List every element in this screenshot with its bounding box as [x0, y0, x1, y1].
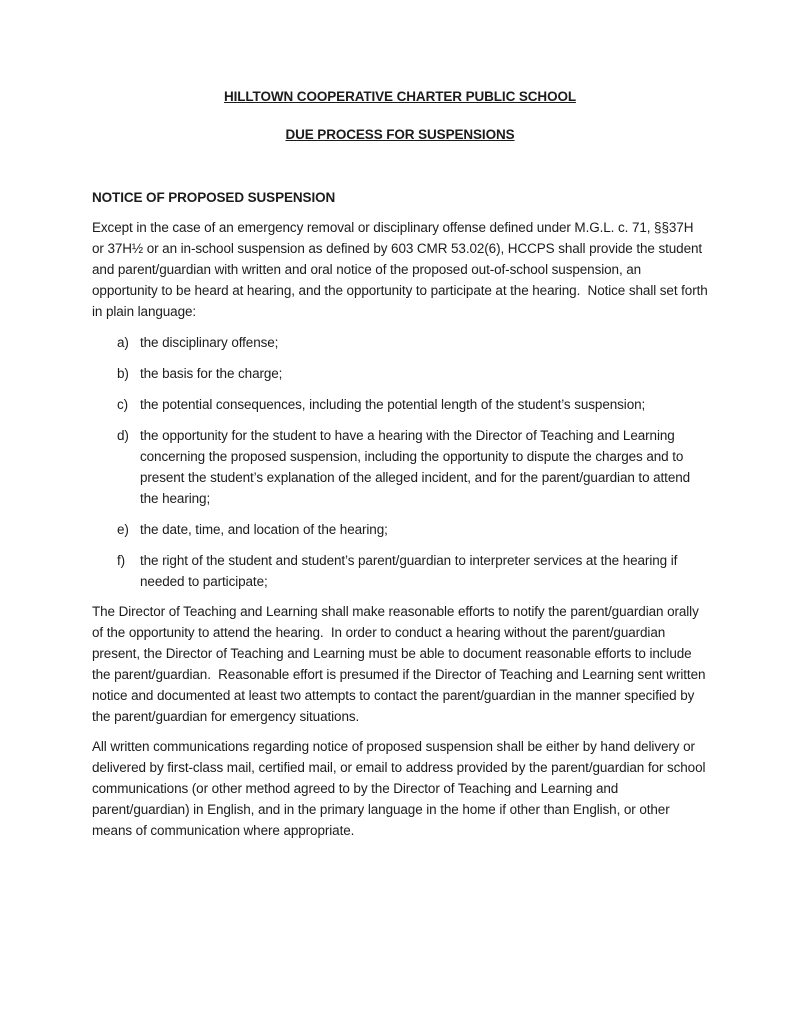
list-item-marker: a): [117, 335, 129, 350]
list-item-text: the disciplinary offense;: [140, 335, 279, 350]
written-communications-paragraph: All written communications regarding notice of proposed suspension shall be either by hand delivery or delivered by first-class mail, certified mail, or email to address provided by the parent/guardian for school communications (or other method agreed to by the Director of Teaching and Learning and parent/guardian) in English, and in the primary language in the home if other than English, or other means of communication where appropriate.: [92, 739, 710, 838]
list-item-text: the right of the student and student’s parent/guardian to interpreter services at the hearing if needed to participate;: [140, 553, 681, 589]
list-item: [92, 394, 708, 415]
list-item-marker: f): [117, 553, 126, 568]
list-item-marker: d): [117, 428, 129, 443]
list-item: [92, 425, 708, 509]
list-item-text: the date, time, and location of the hearing;: [140, 522, 388, 537]
list-item: [92, 332, 708, 353]
list-item: [92, 519, 708, 540]
document-title: HILLTOWN COOPERATIVE CHARTER PUBLIC SCHOOL: [223, 89, 577, 104]
list-item: [92, 363, 708, 384]
section-heading: NOTICE OF PROPOSED SUSPENSION: [92, 190, 336, 205]
list-item-text: the potential consequences, including the potential length of the student’s suspension;: [140, 397, 646, 412]
notice-requirements-list: [92, 332, 708, 592]
list-item-marker: e): [117, 522, 129, 537]
notify-efforts-paragraph: The Director of Teaching and Learning shall make reasonable efforts to notify the parent/guardian orally of the opportunity to attend the hearing. In order to conduct a hearing without the parent/guardian present, the Director of Teaching and Learning must be able to document reasonable efforts to include the parent/guardian. Reasonable effort is presumed if the Director of Teaching and Learning sent written notice and documented at least two attempts to contact the parent/guardian in the manner specified by the parent/guardian for emergency situations.: [92, 604, 710, 724]
list-item-text: the opportunity for the student to have a hearing with the Director of Teaching and Learning concerning the proposed suspension, including the opportunity to dispute the charges and to present the student’s explanation of the alleged incident, and for the parent/guardian to attend the hearing;: [140, 428, 694, 506]
list-item: [92, 550, 708, 592]
document-content: [92, 86, 712, 841]
document-subtitle: DUE PROCESS FOR SUSPENSIONS: [285, 127, 515, 142]
list-item-text: the basis for the charge;: [140, 366, 283, 381]
intro-paragraph: Except in the case of an emergency removal or disciplinary offense defined under M.G.L. c. 71, §§37H or 37H½ or an in-school suspension as defined by 603 CMR 53.02(6), HCCPS shall provide the student and parent/guardian with written and oral notice of the proposed out-of-school suspension, an opportunity to be heard at hearing, and the opportunity to participate at the hearing. Notice shall set forth in plain language:: [92, 220, 712, 319]
list-item-marker: b): [117, 366, 129, 381]
list-item-marker: c): [117, 397, 129, 412]
